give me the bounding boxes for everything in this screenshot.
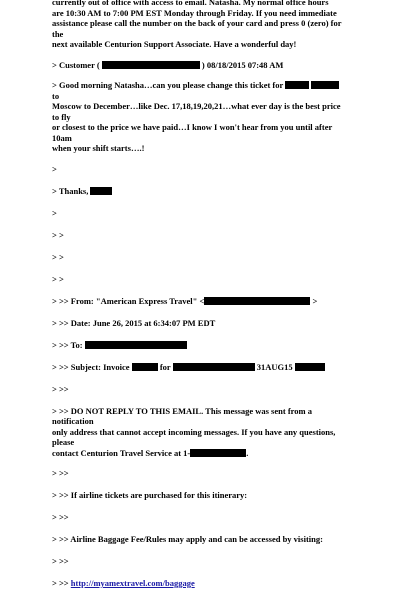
customer-header: > Customer ( ) 08/18/2015 07:48 AM xyxy=(52,59,284,70)
redaction-box xyxy=(132,363,158,371)
redaction-box xyxy=(102,61,200,69)
quote-marker: > > xyxy=(52,273,64,284)
quote-marker: > xyxy=(52,163,57,174)
quote-marker: > > xyxy=(52,229,64,240)
baggage-fee-line: > >> Airline Baggage Fee/Rules may apply and can be accessed by visiting: xyxy=(52,534,323,544)
airline-ticket-line: > >> If airline tickets are purchased for this itinerary: xyxy=(52,490,248,500)
thanks-line: > Thanks, xyxy=(52,186,342,197)
subject-line: > >> Subject: Invoice for 31AUG15 xyxy=(52,362,342,373)
redaction-box xyxy=(173,363,255,371)
email-body xyxy=(52,0,342,589)
auto-reply-line: next available Centurion Support Associate. Have a wonderful day! xyxy=(52,39,297,49)
from-line: > >> From: "American Express Travel" < > xyxy=(52,295,318,306)
quote-marker: > >> xyxy=(52,468,69,478)
date-line: > >> Date: June 26, 2015 at 6:34:07 PM EDT xyxy=(52,317,216,328)
redaction-box xyxy=(90,187,112,195)
auto-reply-line: assistance please call the number on the back of your card and press 0 (zero) for the xyxy=(52,18,342,39)
quote-marker: > xyxy=(52,207,57,218)
no-reply-notice: > >> DO NOT REPLY TO THIS EMAIL. This message was sent from a notification only address that cannot accept incoming messages. If you have any questions, please contact Centurion Travel Service at 1- . xyxy=(52,405,336,458)
redaction-box xyxy=(190,449,246,457)
auto-reply-message xyxy=(52,0,342,50)
quote-marker: > >> xyxy=(52,383,69,394)
baggage-link-line: > >> http://myamextravel.com/baggage xyxy=(52,578,195,588)
auto-reply-line: currently out of office with access to email. Natasha. My normal office hours xyxy=(52,0,329,7)
quote-marker: > > xyxy=(52,251,64,262)
customer-request: > Good morning Natasha…can you please change this ticket for to Moscow to December…like Dec. 17,18,19,20,21…what ever day is the best price to fly or closest to the price we have paid…I know I won't hear from you until after 10am when your shift starts….! xyxy=(52,80,341,153)
redaction-box xyxy=(311,81,339,89)
quote-marker: > >> xyxy=(52,556,69,566)
auto-reply-line: are 10:30 AM to 7:00 PM EST Monday through Friday. If you need immediate xyxy=(52,7,337,18)
redaction-box xyxy=(285,81,309,89)
to-line: > >> To: xyxy=(52,340,342,351)
baggage-link[interactable]: http://myamextravel.com/baggage xyxy=(70,578,195,588)
redaction-box xyxy=(295,363,325,371)
redaction-box xyxy=(85,341,187,349)
quote-marker: > >> xyxy=(52,512,69,522)
redaction-box xyxy=(204,297,310,305)
